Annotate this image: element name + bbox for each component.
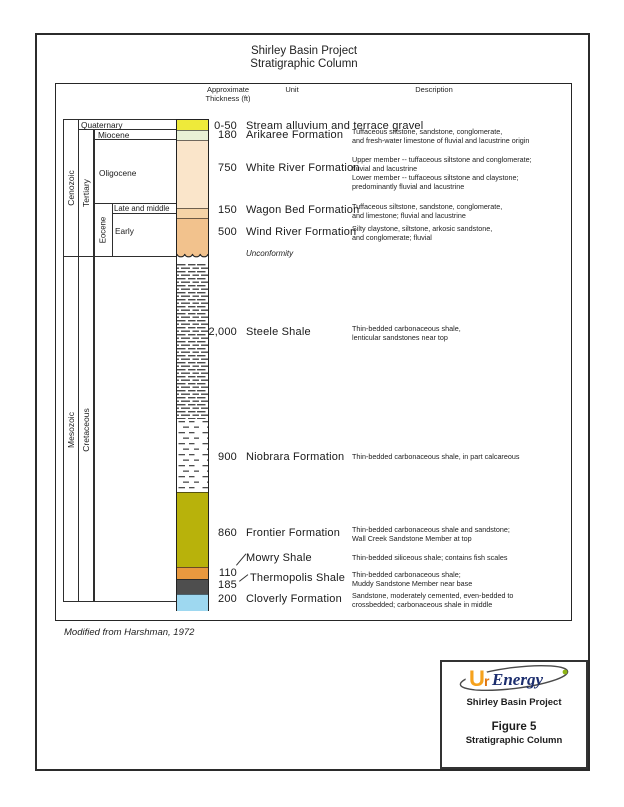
desc-frontier-line1: Thin-bedded carbonaceous shale and sandstone; [352,525,510,534]
epoch-cell-cretaceous-empty [94,256,177,602]
thickness-white-river: 750 [218,162,237,174]
header-description: Description [415,85,453,94]
period-label-quaternary: Quaternary [81,119,123,130]
logo-orbit-dot [563,670,568,675]
desc-arikaree-line1: Tuffaceous siltstone, sandstone, conglomerate, [352,127,503,136]
unit-wind-river: Wind River Formation [246,226,357,238]
desc-steele-line1: Thin-bedded carbonaceous shale, [352,324,461,333]
unconformity-label: Unconformity [246,249,294,258]
header-unit: Unit [285,85,299,94]
title-block-subtitle: Stratigraphic Column [465,735,563,746]
unit-frontier: Frontier Formation [246,527,341,539]
unit-wagon-bed: Wagon Bed Formation [246,204,360,216]
title-block-figure: Figure 5 [491,721,537,733]
thickness-niobrara: 900 [218,451,237,463]
desc-niobrara [352,452,568,461]
subepoch-label-late-middle: Late and middle [114,203,170,213]
thickness-thermopolis: 185 [218,579,237,591]
desc-mowry-line1: Thin-bedded siliceous shale; contains fish scales [352,553,508,562]
desc-wind-river-line2: and conglomerate; fluvial [352,233,432,242]
desc-wagon-bed [352,202,568,220]
header-thickness-line1: Approximate [206,85,250,94]
source-credit: Modified from Harshman, 1972 [64,627,195,638]
era-label-mesozoic: Mesozoic [66,412,76,448]
unit-mowry: Mowry Shale [246,552,312,564]
unit-thermopolis: Thermopolis Shale [250,572,346,584]
desc-cloverly-line2: crossbedded; carbonaceous shale in middle [352,600,493,609]
unit-stream-alluvium: Stream alluvium and terrace gravel [246,120,424,132]
desc-wind-river-line1: Silty claystone, siltstone, arkosic sandstone, [352,224,493,233]
header-thickness [195,85,261,103]
desc-niobrara-line1: Thin-bedded carbonaceous shale, in part calcareous [352,452,520,461]
desc-white-river-line4: predominantly fluvial and lacustrine [352,182,465,191]
thickness-wagon-bed: 150 [218,204,237,216]
desc-thermopolis-line2: Muddy Sandstone Member near base [352,579,473,588]
era-label-cenozoic: Cenozoic [66,170,76,206]
desc-steele-line2: lenticular sandstones near top [352,333,448,342]
thickness-wind-river: 500 [218,226,237,238]
desc-white-river-line3: Lower member -- tuffaceous siltstone and claystone; [352,173,519,182]
figure-title-line2: Stratigraphic Column [250,58,358,70]
desc-arikaree [352,127,568,145]
thickness-mowry: 110 [218,567,237,579]
desc-white-river-line2: fluvial and lacustrine [352,164,418,173]
period-label-cretaceous: Cretaceous [81,408,91,452]
unit-cloverly: Cloverly Formation [246,593,342,605]
unit-arikaree: Arikaree Formation [246,129,344,141]
logo-letter-u: U [469,666,485,691]
desc-frontier-line2: Wall Creek Sandstone Member at top [352,534,472,543]
thickness-steele: 2,000 [208,326,237,338]
desc-white-river-line1: Upper member -- tuffaceous siltstone and conglomerate; [352,155,532,164]
desc-arikaree-line2: and fresh-water limestone of fluvial and lacustrine origin [352,136,530,145]
figure-title-line1: Shirley Basin Project [250,45,358,57]
unit-white-river: White River Formation [246,162,360,174]
logo-letter-r: r [484,673,490,689]
thickness-arikaree: 180 [218,129,237,141]
period-label-tertiary: Tertiary [81,179,91,207]
figure-title [154,45,454,71]
desc-wagon-bed-line2: and limestone; fluvial and lacustrine [352,211,466,220]
desc-wind-river [352,224,568,242]
header-thickness-line2: Thickness (ft) [205,94,251,103]
unit-niobrara: Niobrara Formation [246,451,345,463]
thickness-frontier: 860 [218,527,237,539]
desc-thermopolis [352,570,568,588]
epoch-label-eocene: Eocene [98,216,108,244]
ur-energy-logo [456,663,572,693]
desc-frontier [352,525,568,543]
desc-cloverly [352,591,568,609]
desc-steele [352,324,568,342]
epoch-label-miocene: Miocene [98,129,130,140]
title-block-project: Shirley Basin Project [466,697,562,708]
subepoch-label-early: Early [115,226,134,236]
epoch-label-oligocene: Oligocene [99,168,137,178]
band-steele-shale-pattern [177,263,208,419]
unconformity-wave [177,251,208,259]
desc-white-river [352,155,568,191]
thickness-stream-alluvium: 0-50 [214,120,237,132]
desc-thermopolis-line1: Thin-bedded carbonaceous shale; [352,570,461,579]
unit-steele: Steele Shale [246,326,311,338]
thickness-cloverly: 200 [218,593,237,605]
desc-mowry [352,553,568,562]
desc-cloverly-line1: Sandstone, moderately cemented, even-bedded to [352,591,514,600]
desc-wagon-bed-line1: Tuffaceous siltstone, sandstone, conglomerate, [352,202,503,211]
logo-energy-text: Energy [492,670,543,689]
